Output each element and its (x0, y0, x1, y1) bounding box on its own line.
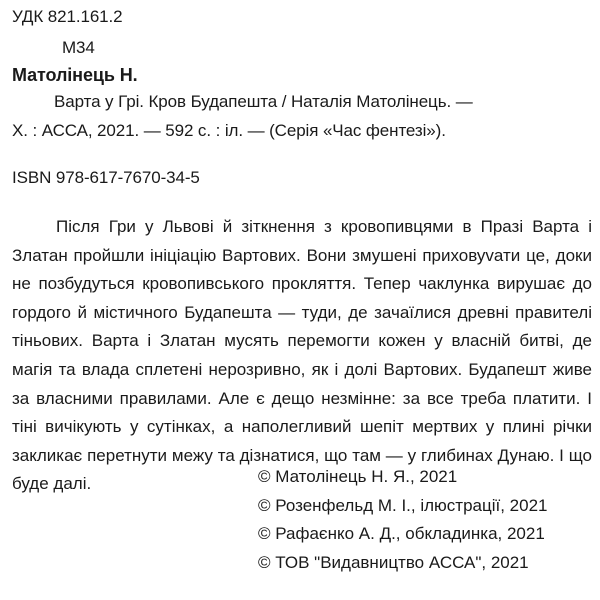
copyright-line: © Матолінець Н. Я., 2021 (258, 467, 458, 486)
copyright-line: © ТОВ "Видавництво АССА", 2021 (258, 553, 529, 573)
annotation-text: Після Гри у Львові й зіткнення з кровопивцями в Празі Варта і Златан пройшли ініціацію Вартових. Вони змушені приховуvати це, доки не позбудуться кровопивського прокляття. Тепер чаклунка вирушає до гордого й містичного Будапешта — туди, де зачаїлися древні правителі тіньових. Варта і Златан мусять перемогти кожен у власній битві, де магія та влада сплетені нерозривно, як і долі Вартових. Будапешт живе за власними правилами. Але є дещо незмінне: за все треба платити. І тіні вичікують у сутінках, а наполегливий шепіт мертвих у плині річки закликає перетнути межу та дізнатися, що там — у глибинах Дунаю. І що буде далі. (12, 217, 592, 494)
copyright-list (258, 463, 548, 578)
udc-code: УДК 821.161.2 (12, 7, 123, 26)
author-mark: М34 (62, 38, 95, 57)
author-name: Матолінець Н. (12, 65, 138, 85)
bibliographic-description-line-1: Варта у Грі. Кров Будапешта / Наталія Матолінець. — (54, 92, 473, 111)
isbn: ISBN 978-617-7670-34-5 (12, 168, 200, 187)
copyright-line: © Рафаєнко А. Д., обкладинка, 2021 (258, 524, 545, 544)
bibliographic-description-line-2: Х. : АССА, 2021. — 592 с. : іл. — (Серія «Час фентезі»). (12, 121, 446, 140)
copyright-line: © Розенфельд М. І., ілюстрації, 2021 (258, 495, 548, 515)
